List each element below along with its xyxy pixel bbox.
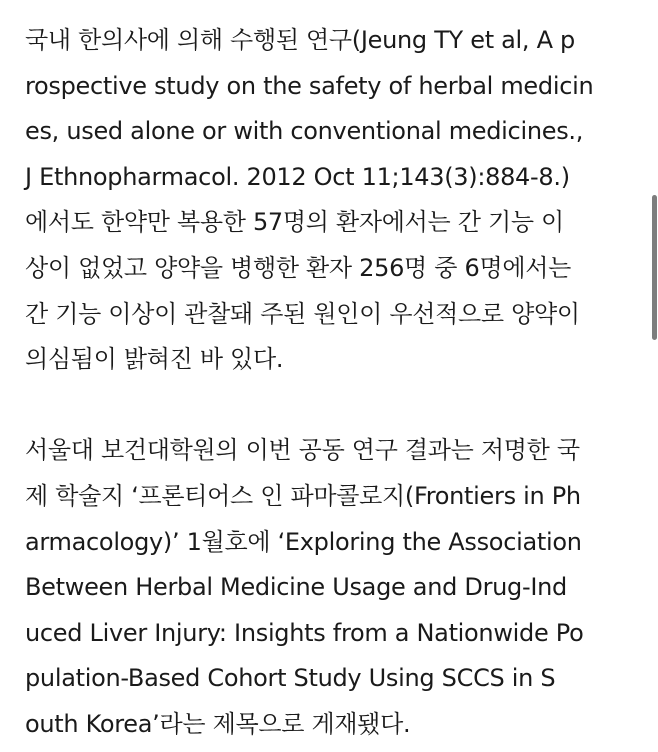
text-line: Between Herbal Medicine Usage and Drug-Ind <box>25 573 567 602</box>
text-line: outh Korea’라는 제목으로 게재됐다. <box>25 709 411 738</box>
text-line: J Ethnopharmacol. 2012 Oct 11;143(3):884-8.) <box>25 162 570 191</box>
text-line: es, used alone or with conventional medicines., <box>25 117 584 146</box>
article-body <box>25 18 637 748</box>
paragraph-2 <box>25 428 637 747</box>
text-line: rospective study on the safety of herbal medicin <box>25 71 594 100</box>
text-line: 상이 없었고 양약을 병행한 환자 256명 중 6명에서는 <box>25 253 571 282</box>
paragraph-spacer <box>25 383 637 429</box>
text-line: 의심됨이 밝혀진 바 있다. <box>25 345 284 374</box>
text-line: 간 기능 이상이 관찰돼 주된 원인이 우선적으로 양약이 <box>25 299 580 328</box>
paragraph-1 <box>25 18 637 383</box>
text-line: 서울대 보건대학원의 이번 공동 연구 결과는 저명한 국 <box>25 436 580 465</box>
text-line: 국내 한의사에 의해 수행된 연구(Jeung TY et al, A p <box>25 26 575 54</box>
text-line: uced Liver Injury: Insights from a Nationwide Po <box>25 618 584 647</box>
scrollbar-thumb[interactable] <box>652 195 657 340</box>
text-line: 제 학술지 ‘프론티어스 인 파마콜로지(Frontiers in Ph <box>25 481 581 510</box>
text-line: 에서도 한약만 복용한 57명의 환자에서는 간 기능 이 <box>25 208 564 237</box>
text-line: pulation-Based Cohort Study Using SCCS in S <box>25 664 556 693</box>
text-line: armacology)’ 1월호에 ‘Exploring the Association <box>25 527 582 556</box>
scrollbar[interactable] <box>651 0 658 752</box>
